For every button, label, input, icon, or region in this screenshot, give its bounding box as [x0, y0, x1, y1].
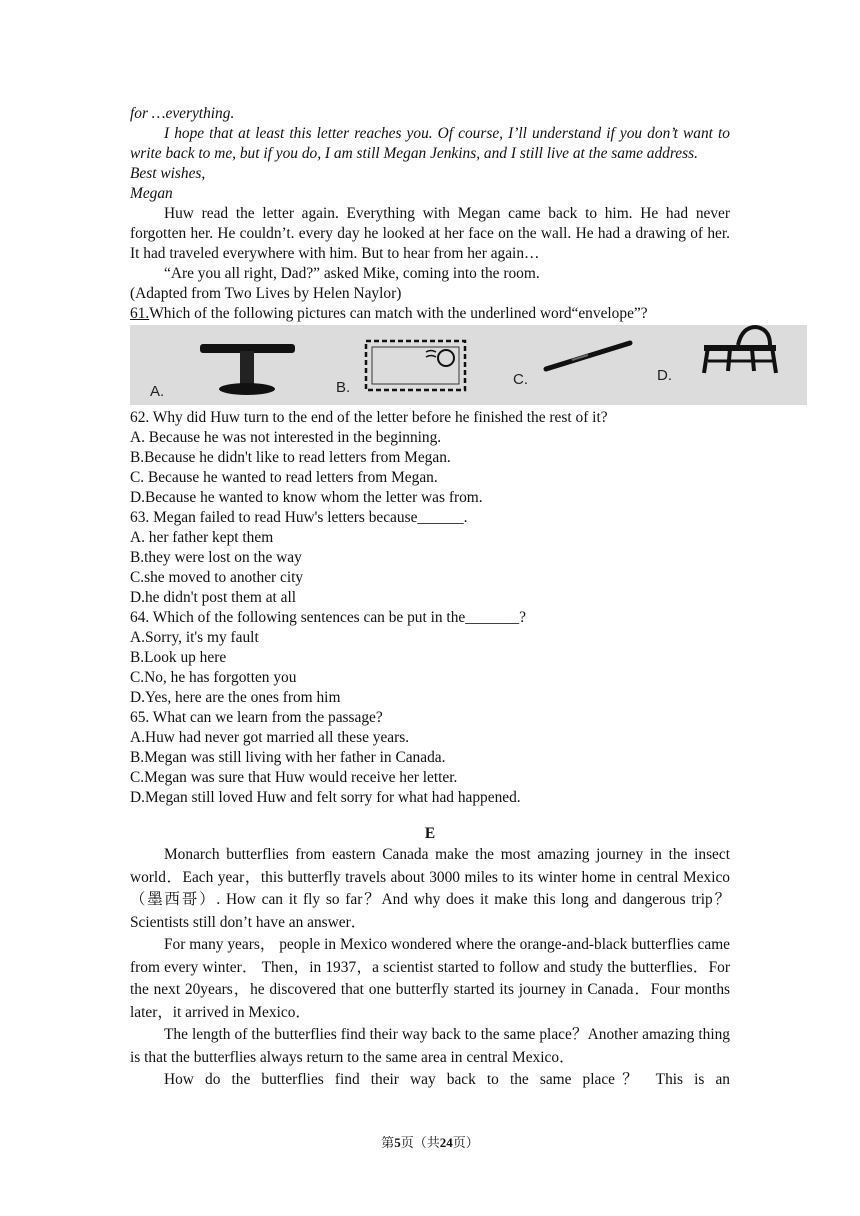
picture-label-c: C. [513, 371, 528, 388]
option-63-b: B.they were lost on the way [130, 549, 302, 566]
option-62-c: C. Because he wanted to read letters from Megan. [130, 469, 438, 486]
option-62-d: D.Because he wanted to know whom the letter was from. [130, 489, 483, 506]
footer-prefix: 第 [381, 1135, 395, 1150]
picture-label-d: D. [657, 367, 672, 384]
option-65-a: A.Huw had never got married all these years. [130, 729, 410, 746]
option-64-d: D.Yes, here are the ones from him [130, 689, 341, 706]
picture-label-b: B. [336, 379, 351, 396]
section-e-paragraph-3: The length of the butterflies find their way back to the same place？Another amazing thing is that the butterflies always return to the same area in central Mexico． [130, 1026, 730, 1066]
footer-suffix: 页） [452, 1135, 479, 1150]
option-63-c: C.she moved to another city [130, 569, 304, 586]
option-64-a: A.Sorry, it's my fault [130, 629, 259, 646]
section-e-paragraph-1: Monarch butterflies from eastern Canada make the most amazing journey in the insect world．Each year，this butterfly travels about 3000 miles to its winter home in central Mexico（墨西哥）. How can it fly so far？And why does it make this long and dangerous trip？Scientists still don’t have an answer． [130, 846, 730, 931]
footer-page-number: 5 [394, 1135, 401, 1150]
option-64-c: C.No, he has forgotten you [130, 669, 297, 686]
document-page [130, 104, 730, 1092]
question-62: 62. Why did Huw turn to the end of the letter before he finished the rest of it? [130, 409, 608, 426]
option-65-b: B.Megan was still living with her father in Canada. [130, 749, 446, 766]
answer-pictures [130, 325, 807, 405]
story-dialogue: “Are you all right, Dad?” asked Mike, coming into the room. [164, 265, 540, 282]
footer-middle: 页（共 [400, 1135, 440, 1150]
letter-closing: Best wishes, [130, 165, 206, 182]
story-paragraph: Huw read the letter again. Everything with Megan came back to him. He had never forgotten her. He couldn’t. every day he looked at her face on the wall. He had a drawing of her. It had traveled everywhere with him. But to hear from her again… [130, 205, 730, 262]
question-61-text: Which of the following pictures can match with the underlined word“envelope”? [149, 305, 648, 322]
footer-total-pages: 24 [439, 1135, 453, 1150]
option-62-b: B.Because he didn't like to read letters from Megan. [130, 449, 451, 466]
section-e-title: E [424, 825, 436, 842]
question-61 [130, 304, 730, 324]
letter-paragraph: I hope that at least this letter reaches you. Of course, I’ll understand if you don’t want to write back to me, but if you do, I am still Megan Jenkins, and I still live at the same address. [130, 125, 730, 162]
option-65-d: D.Megan still loved Huw and felt sorry for what had happened. [130, 789, 521, 806]
section-e-paragraph-4: How do the butterflies find their way back to the same place？ This is an [164, 1071, 730, 1088]
question-63: 63. Megan failed to read Huw's letters because______. [130, 509, 468, 526]
section-e-paragraph-2: For many years， people in Mexico wondered where the orange-and-black butterflies came from every winter． Then，in 1937，a scientist started to follow and study the butterflies．For the next 20years，he discovered that one butterfly started its journey in Canada．Four months later，it arrived in Mexico． [130, 936, 730, 1021]
page-footer [0, 1132, 860, 1151]
option-63-a: A. her father kept them [130, 529, 274, 546]
letter-line: for …everything. [130, 105, 235, 122]
option-64-b: B.Look up here [130, 649, 227, 666]
chair-icon [698, 325, 780, 375]
option-63-d: D.he didn't post them at all [130, 589, 297, 606]
stool-icon [200, 339, 295, 397]
envelope-icon [363, 338, 469, 394]
option-65-c: C.Megan was sure that Huw would receive her letter. [130, 769, 458, 786]
question-64: 64. Which of the following sentences can be put in the_______? [130, 609, 526, 626]
source-note: (Adapted from Two Lives by Helen Naylor) [130, 285, 402, 302]
question-65: 65. What can we learn from the passage? [130, 709, 383, 726]
option-62-a: A. Because he was not interested in the beginning. [130, 429, 442, 446]
pen-icon [542, 339, 634, 373]
letter-signature: Megan [130, 185, 173, 202]
picture-label-a: A. [150, 383, 165, 400]
question-61-number: 61. [130, 305, 150, 322]
